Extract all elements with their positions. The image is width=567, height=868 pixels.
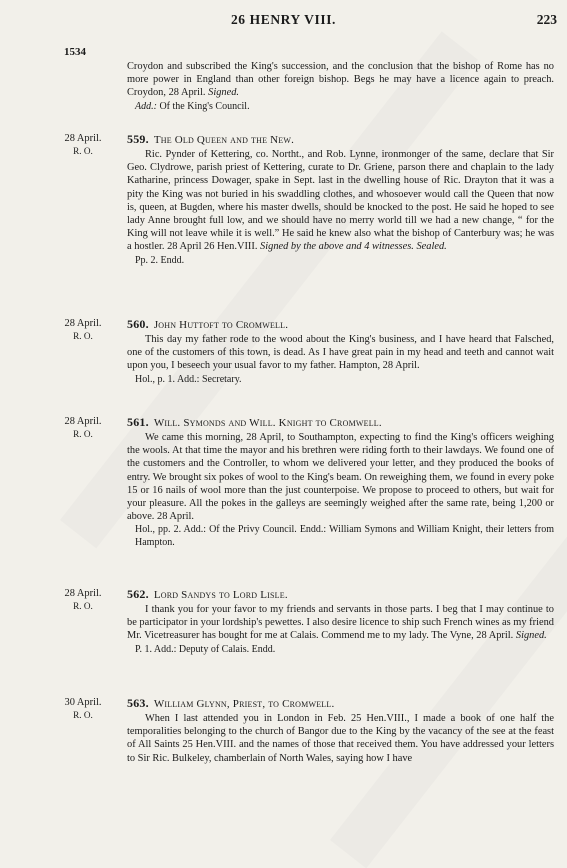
- entry-note: Hol., p. 1. Add.: Secretary.: [135, 373, 242, 385]
- entry-note: Hol., pp. 2. Add.: Of the Privy Council. Endd.: William Symons and William Knight, their letters from Hampton.: [135, 524, 554, 549]
- entry-title: 563. William Glynn, Priest, to Cromwell.: [127, 696, 335, 710]
- entry-body: [127, 415, 554, 549]
- running-header: [0, 4, 567, 32]
- entry-body: [127, 587, 554, 656]
- continued-entry: [127, 60, 554, 113]
- entry-number: 561.: [127, 415, 149, 429]
- entry-source: R. O.: [73, 331, 93, 341]
- header-title: 26 HENRY VIII.: [230, 12, 337, 27]
- entry-margin: [48, 587, 118, 613]
- signed-mark: Signed by the above and 4 witnesses. Sealed.: [260, 241, 447, 253]
- entry-title: 561. Will. Symonds and Will. Knight to Cromwell.: [127, 415, 382, 429]
- entry-source: R. O.: [73, 146, 93, 156]
- entry-date: 30 April.: [64, 697, 102, 708]
- entry-text: I thank you for your favor to my friends and servants in those parts. I beg that I may continue to be participator in your lordship's pewettes. I also desire licence to ship such French wines as my friend Mr. Vicetreasurer has bought for me at Calais. Commend me to my lady. The Vyne, 28 April. Signed.: [127, 604, 554, 642]
- entry-title: 560. John Huttoft to Cromwell.: [127, 317, 289, 331]
- entry-body: [127, 132, 554, 267]
- entry-margin: [48, 317, 118, 343]
- year-marker: 1534: [64, 46, 86, 58]
- entry-margin: [48, 132, 118, 158]
- signed-mark: Signed.: [208, 87, 240, 99]
- entry-text: We came this morning, 28 April, to Southampton, expecting to find the King's officers weighing the wools. At that time the mayor and his brethren were riding forth to their lawdays. We found one of the customers and the Controller, to whom we delivered your letter, and they produced the books of entry. We brought six pokes of wool to the King's beam. On reweighing them, we found in every poke 15 or 16 nails of wool more than the just counterpoise. We propose to proceed to others, but wait for your pleasure. All the pokes in the galleys are seemingly weighed after the same rate, being 1,200 or above. 28 April.: [127, 432, 554, 523]
- entry-note: P. 1. Add.: Deputy of Calais. Endd.: [135, 643, 276, 655]
- entry-body: [127, 317, 554, 386]
- entry-text: This day my father rode to the wood about the King's business, and I have heard that Falsched, one of the customers of this town, is dead. As I have great pain in my head and teeth and cannot wait upon you, I beseech your usual favor to my father. Hampton, 28 April.: [127, 334, 554, 372]
- page-number: 223: [536, 12, 557, 27]
- entry-source: R. O.: [73, 429, 93, 439]
- entry-number: 560.: [127, 317, 149, 331]
- entry-body: [127, 696, 554, 765]
- entry-date: 28 April.: [64, 318, 102, 329]
- entry-text: When I last attended you in London in Feb. 25 Hen.VIII., I made a book of one half the temporalities belonging to the church of Bangor due to the King by the vacancy of the see at the feast of All Saints 25 Hen.VIII. and the names of those that received them. You have addressed your letters to Sir Ric. Bulkeley, chamberlain of North Wales, saying how I have: [127, 713, 554, 764]
- entry-number: 559.: [127, 132, 149, 146]
- entry-margin: [48, 415, 118, 441]
- signed-mark: Signed.: [515, 630, 547, 642]
- entry-margin: [48, 696, 118, 722]
- entry-note: Pp. 2. Endd.: [135, 254, 185, 266]
- entry-source: R. O.: [73, 710, 93, 720]
- entry-date: 28 April.: [64, 588, 102, 599]
- entry-text: Ric. Pynder of Kettering, co. Northt., and Rob. Lynne, ironmonger of the same, declare that Sir Geo. Clydrowe, parish priest of Kettering, curate to Dr. Griene, parson there and chaplain to the lady Katharine, princess Dowager, spake in Sept. last in the dwelling house of Ric. Drayton that it was a pity the King was not buried in his swaddling clothes, and whosoever would call the Queen that now is, queen, at Bugden, where his master dwells, should be knocked to the post. He said he hoped to see lady Anne brought full low, and we should have no merry world till we had a new change, “ for the King will not leave while it is well.” He said he knew also what the bishop of Canterbury was; he was a hostler. 28 April 26 Hen.VIII. Signed by the above and 4 witnesses. Sealed.: [127, 149, 554, 253]
- entry-title: 562. Lord Sandys to Lord Lisle.: [127, 587, 288, 601]
- entry-number: 562.: [127, 587, 149, 601]
- entry-title: 559. The Old Queen and the New.: [127, 132, 295, 146]
- entry-date: 28 April.: [64, 416, 102, 427]
- entry-number: 563.: [127, 696, 149, 710]
- continued-note: Add.: Of the King's Council.: [135, 100, 250, 112]
- continued-text: Croydon and subscribed the King's succession, and the conclusion that the bishop of Rome has no more power in England than other foreign bishop. Begs he may have a licence again to preach. Croydon, 28 April. Signed.: [127, 61, 554, 99]
- entry-date: 28 April.: [64, 133, 102, 144]
- entry-source: R. O.: [73, 601, 93, 611]
